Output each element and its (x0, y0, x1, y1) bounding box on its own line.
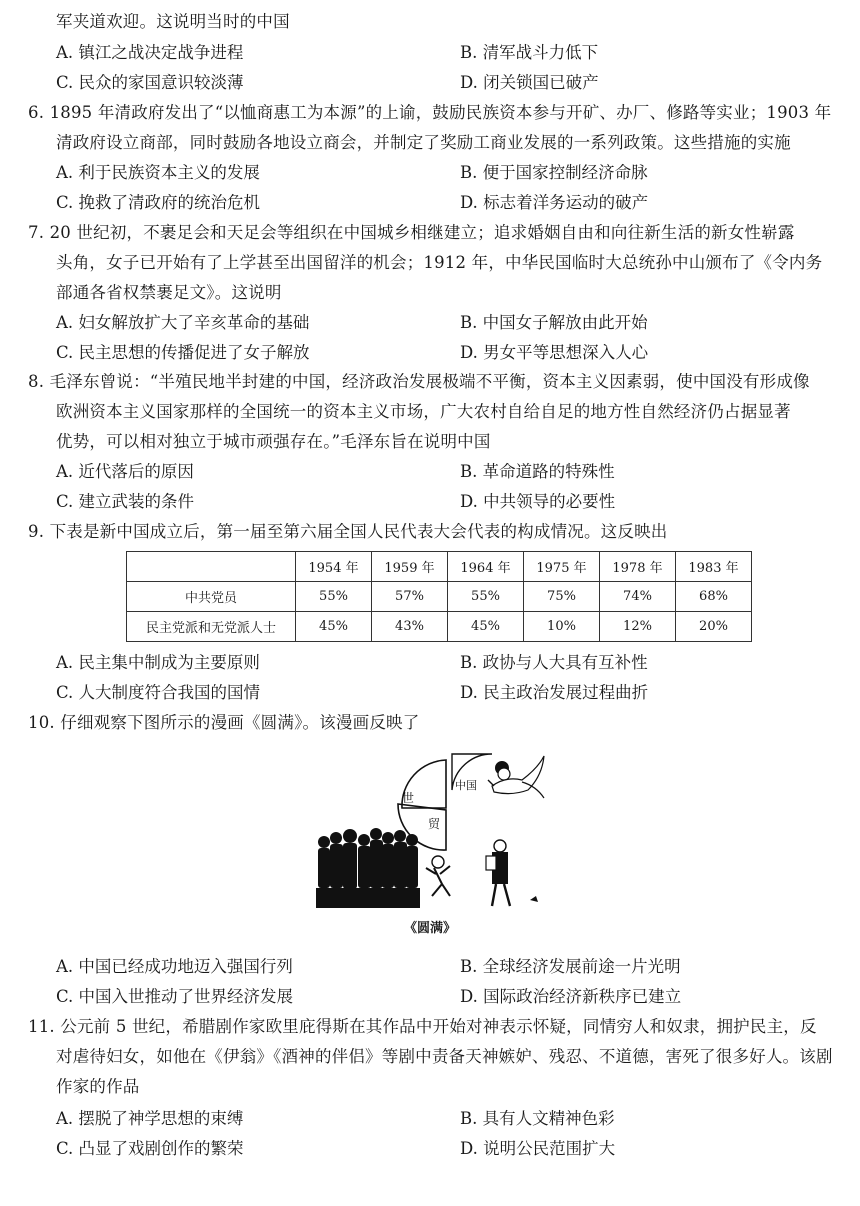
cartoon-image (316, 746, 546, 912)
crowd-figures-icon (316, 828, 420, 908)
q10-option-b: B. 全球经济发展前途一片光明 (460, 957, 681, 976)
table-cell: 55% (448, 582, 524, 612)
q11-stem-line-2: 对虐待妇女，如他在《伊翁》《酒神的伴侣》等剧中责备天神嫉妒、残忍、不道德，害死了很多好人。该剧 (56, 1047, 833, 1066)
q8-stem-line-1: 8. 毛泽东曾说：“半殖民地半封建的中国，经济政治发展极端不平衡，资本主义因素弱，使中国没有形成像 (28, 372, 810, 391)
q5-option-b: B. 清军战斗力低下 (460, 43, 599, 62)
q9-option-a: A. 民主集中制成为主要原则 (56, 653, 260, 672)
table-year-cell: 1964 年 (448, 552, 524, 582)
q11-option-d: D. 说明公民范围扩大 (460, 1139, 616, 1158)
q7-option-a: A. 妇女解放扩大了辛亥革命的基础 (56, 313, 310, 332)
q11-stem-line-1: 11. 公元前 5 世纪，希腊剧作家欧里庇得斯在其作品中开始对神表示怀疑，同情穷人和奴隶，拥护民主，反 (28, 1017, 817, 1036)
q9-stem: 9. 下表是新中国成立后，第一届至第六届全国人民代表大会代表的构成情况。这反映出 (28, 522, 668, 541)
table-row-label: 民主党派和无党派人士 (127, 612, 296, 642)
small-mark-icon (530, 896, 538, 902)
q8-option-b: B. 革命道路的特殊性 (460, 462, 615, 481)
flying-figure-icon (488, 756, 544, 798)
q7-option-c: C. 民主思想的传播促进了女子解放 (56, 343, 310, 362)
npc-composition-table (126, 551, 752, 642)
q11-option-b: B. 具有人文精神色彩 (460, 1109, 615, 1128)
q5-option-c: C. 民众的家国意识较淡薄 (56, 73, 244, 92)
table-year-cell: 1983 年 (676, 552, 752, 582)
table-cell: 57% (372, 582, 448, 612)
table-year-cell: 1954 年 (296, 552, 372, 582)
table-row-label: 中共党员 (127, 582, 296, 612)
table-cell: 12% (600, 612, 676, 642)
table-cell: 75% (524, 582, 600, 612)
table-row (127, 612, 752, 642)
q10-option-c: C. 中国入世推动了世界经济发展 (56, 987, 294, 1006)
q10-option-a: A. 中国已经成功地迈入强国行列 (56, 957, 293, 976)
q11-option-c: C. 凸显了戏剧创作的繁荣 (56, 1139, 244, 1158)
q6-option-d: D. 标志着洋务运动的破产 (460, 193, 649, 212)
q6-option-c: C. 挽救了清政府的统治危机 (56, 193, 261, 212)
q6-stem-line-2: 清政府设立商部，同时鼓励各地设立商会，并制定了奖励工商业发展的一系列政策。这些措施的实施 (56, 133, 791, 152)
q7-option-b: B. 中国女子解放由此开始 (460, 313, 648, 332)
label-shi: 世 (402, 791, 415, 805)
q5-option-d: D. 闭关锁国已破产 (460, 73, 599, 92)
q6-option-b: B. 便于国家控制经济命脉 (460, 163, 648, 182)
q10-option-d: D. 国际政治经济新秩序已建立 (460, 987, 682, 1006)
tumbling-figure-icon (426, 856, 450, 896)
q9-option-c: C. 人大制度符合我国的国情 (56, 683, 261, 702)
q8-stem-line-3: 优势，可以相对独立于城市顽强存在。”毛泽东旨在说明中国 (56, 432, 491, 451)
q7-stem-line-1: 7. 20 世纪初，不裹足会和天足会等组织在中国城乡相继建立；追求婚姻自由和向往新生活的新女性崭露 (28, 223, 795, 242)
table-row (127, 582, 752, 612)
q7-stem-line-2: 头角，女子已开始有了上学甚至出国留洋的机会；1912 年，中华民国临时大总统孙中山颁布了《令内务 (56, 253, 823, 272)
table-year-cell: 1975 年 (524, 552, 600, 582)
table-cell: 43% (372, 612, 448, 642)
table-header-row (127, 552, 752, 582)
q5-option-a: A. 镇江之战决定战争进程 (56, 43, 244, 62)
table-corner-cell (127, 552, 296, 582)
q5-stem-tail: 军夹道欢迎。这说明当时的中国 (56, 12, 290, 31)
table-cell: 45% (296, 612, 372, 642)
table-cell: 55% (296, 582, 372, 612)
q9-option-d: D. 民主政治发展过程曲折 (460, 683, 649, 702)
table-cell: 20% (676, 612, 752, 642)
q11-stem-line-3: 作家的作品 (56, 1077, 140, 1096)
cartoon-caption: 《圆满》 (403, 921, 456, 936)
label-china: 中国 (455, 779, 477, 792)
q6-option-a: A. 利于民族资本主义的发展 (56, 163, 260, 182)
q8-option-a: A. 近代落后的原因 (56, 462, 194, 481)
table-cell: 45% (448, 612, 524, 642)
table-cell: 68% (676, 582, 752, 612)
table-cell: 74% (600, 582, 676, 612)
q8-stem-line-2: 欧洲资本主义国家那样的全国统一的资本主义市场，广大农村自给自足的地方性自然经济仍占据显著 (56, 402, 791, 421)
q10-stem: 10. 仔细观察下图所示的漫画《圆满》。该漫画反映了 (28, 713, 420, 732)
q11-option-a: A. 摆脱了神学思想的束缚 (56, 1109, 244, 1128)
table-cell: 10% (524, 612, 600, 642)
label-mao: 贸 (428, 817, 441, 831)
q7-option-d: D. 男女平等思想深入人心 (460, 343, 649, 362)
table-year-cell: 1978 年 (600, 552, 676, 582)
q7-stem-line-3: 部通各省权禁裹足文》。这说明 (56, 283, 282, 302)
walking-figure-icon (486, 840, 510, 906)
q9-option-b: B. 政协与人大具有互补性 (460, 653, 648, 672)
table-year-cell: 1959 年 (372, 552, 448, 582)
q8-option-c: C. 建立武装的条件 (56, 492, 195, 511)
q6-stem-line-1: 6. 1895 年清政府发出了“以恤商惠工为本源”的上谕，鼓励民族资本参与开矿、办厂、修路等实业；1903 年 (28, 103, 832, 122)
q8-option-d: D. 中共领导的必要性 (460, 492, 616, 511)
